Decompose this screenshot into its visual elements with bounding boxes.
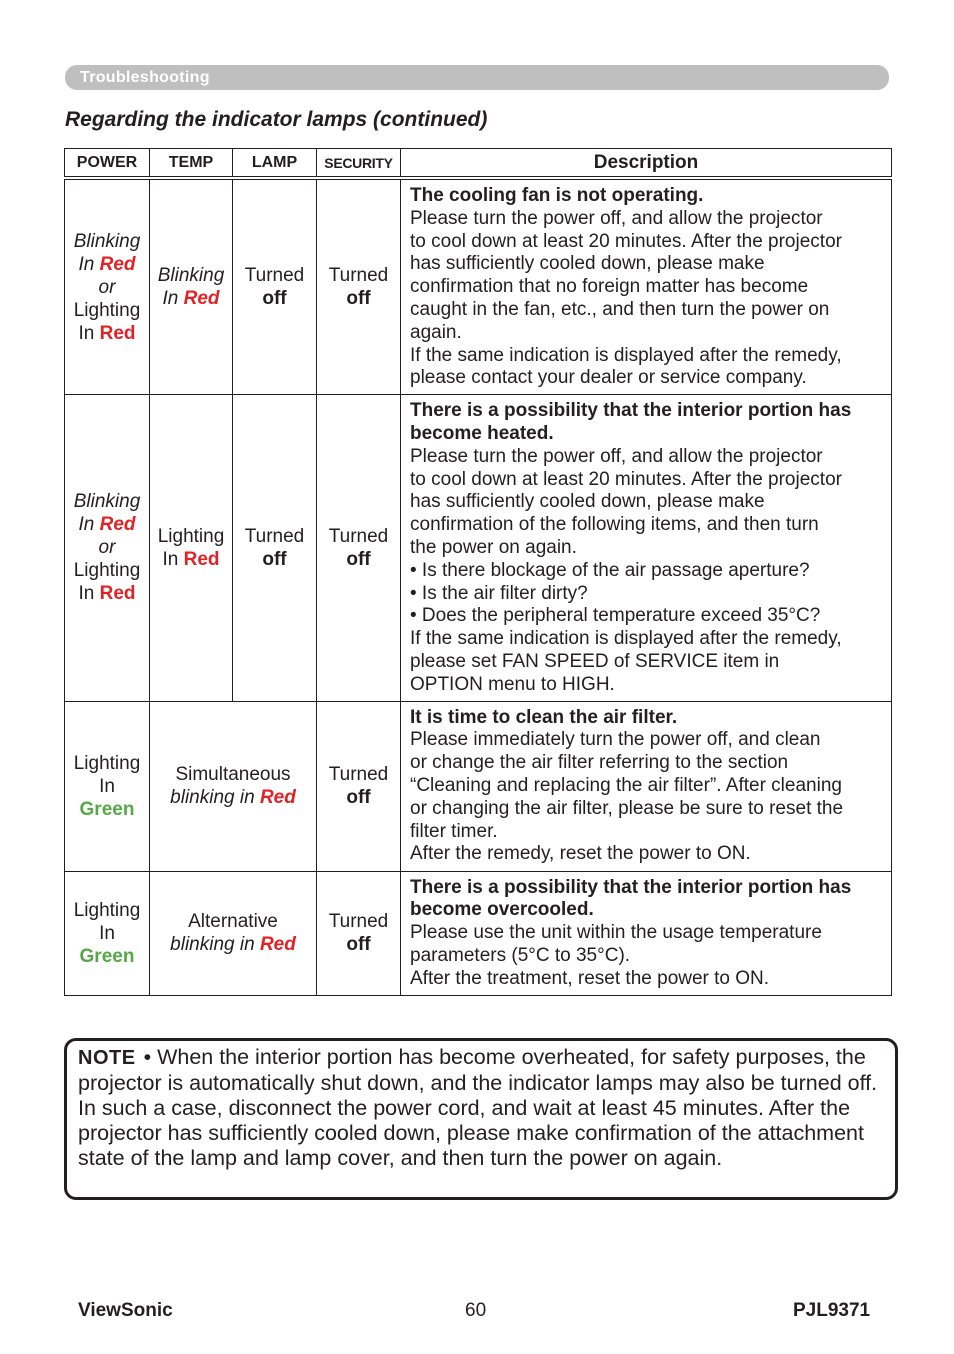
description-line: to cool down at least 20 minutes. After the projector	[410, 230, 842, 252]
description-line: please contact your dealer or service company.	[410, 367, 807, 389]
description-line: confirmation that no foreign matter has become	[410, 276, 809, 298]
table-row	[65, 871, 892, 995]
power-or: or	[98, 276, 116, 298]
page-heading: Regarding the indicator lamps (continued)	[65, 108, 488, 131]
header-description: Description	[401, 149, 892, 177]
power-state: Lighting	[73, 752, 141, 774]
security-state: Turned	[328, 764, 389, 786]
power-prep: In	[99, 922, 115, 944]
power-cell	[65, 180, 150, 395]
description-line: “Cleaning and replacing the air filter”. After cleaning	[410, 774, 842, 796]
description-line: OPTION menu to HIGH.	[410, 673, 615, 695]
power-color: Red	[99, 514, 136, 536]
description-line: • Is the air filter dirty?	[410, 582, 588, 604]
security-state-value: off	[346, 548, 371, 570]
security-state-value: off	[346, 288, 371, 310]
temp-lamp-cell	[150, 871, 317, 995]
description-line: If the same indication is displayed after the remedy,	[410, 628, 842, 650]
description-line: • Does the peripheral temperature exceed 35°C?	[410, 605, 821, 627]
security-cell	[317, 395, 401, 701]
lamp-state: Turned	[244, 525, 305, 547]
temp-lamp-color: Red	[259, 787, 296, 809]
footer-model: PJL9371	[793, 1300, 871, 1321]
temp-lamp-prep: blinking in	[170, 934, 260, 956]
lamp-state-value: off	[262, 288, 287, 310]
description-line: Please use the unit within the usage temperature	[410, 922, 822, 944]
description-line: Please turn the power off, and allow the projector	[410, 207, 823, 229]
temp-lamp-state: Simultaneous	[175, 764, 291, 786]
description-line: After the treatment, reset the power to ON.	[410, 967, 770, 989]
temp-state: Blinking	[157, 265, 225, 287]
power-state-alt: Lighting	[73, 560, 141, 582]
power-prep-alt: In	[78, 583, 100, 605]
header-lamp: LAMP	[233, 149, 317, 177]
lamp-state-value: off	[262, 548, 287, 570]
power-color: Green	[79, 945, 135, 967]
power-prep-alt: In	[78, 322, 100, 344]
temp-lamp-state: Alternative	[188, 911, 278, 933]
footer-brand: ViewSonic	[78, 1300, 173, 1321]
power-prep: In	[78, 253, 100, 275]
description-line: • Is there blockage of the air passage aperture?	[410, 559, 810, 581]
header-power: POWER	[65, 149, 150, 177]
section-title: Troubleshooting	[80, 69, 210, 86]
table-row	[65, 395, 892, 701]
description-line: After the remedy, reset the power to ON.	[410, 843, 751, 865]
table-header-row	[65, 149, 892, 177]
description-title: It is time to clean the air filter.	[410, 706, 678, 728]
description-line: to cool down at least 20 minutes. After the projector	[410, 468, 842, 490]
temp-color: Red	[183, 288, 220, 310]
security-cell	[317, 871, 401, 995]
temp-lamp-cell	[150, 701, 317, 871]
power-or: or	[98, 537, 116, 559]
power-cell	[65, 395, 150, 701]
security-cell	[317, 701, 401, 871]
security-state: Turned	[328, 911, 389, 933]
description-line: caught in the fan, etc., and then turn the power on	[410, 298, 830, 320]
page-number: 60	[465, 1300, 487, 1321]
security-state: Turned	[328, 525, 389, 547]
power-color: Green	[79, 798, 135, 820]
lamp-cell	[233, 395, 317, 701]
temp-prep: In	[162, 548, 184, 570]
description-cell	[401, 180, 892, 395]
description-line: has sufficiently cooled down, please make	[410, 491, 765, 513]
section-bar	[65, 65, 889, 90]
power-state: Blinking	[73, 491, 141, 513]
description-line: the power on again.	[410, 536, 577, 558]
header-temp: TEMP	[150, 149, 233, 177]
description-line: please set FAN SPEED of SERVICE item in	[410, 650, 780, 672]
description-cell	[401, 871, 892, 995]
table-row	[65, 180, 892, 395]
description-line: Please immediately turn the power off, and clean	[410, 729, 821, 751]
temp-lamp-color: Red	[259, 934, 296, 956]
description-line: or change the air filter referring to the section	[410, 752, 789, 774]
note-text: • When the interior portion has become overheated, for safety purposes, the projector is automatically shut down, and the indicator lamps may also be turned off. In such a case, disconnect the power cord, and wait at least 45 minutes. After the projector has sufficiently cooled down, please make confirmation of the attachment state of the lamp and lamp cover, and then turn the power on again.	[78, 1045, 878, 1170]
security-state-value: off	[346, 934, 371, 956]
security-cell	[317, 180, 401, 395]
power-state: Blinking	[73, 230, 141, 252]
note-box	[64, 1038, 898, 1200]
power-state-alt: Lighting	[73, 299, 141, 321]
description-cell	[401, 701, 892, 871]
description-title: There is a possibility that the interior portion has become heated.	[410, 400, 852, 444]
power-color: Red	[99, 253, 136, 275]
security-state-value: off	[346, 787, 371, 809]
description-line: If the same indication is displayed after the remedy,	[410, 344, 842, 366]
description-line: confirmation of the following items, and then turn	[410, 514, 819, 536]
description-cell	[401, 395, 892, 701]
description-line: parameters (5°C to 35°C).	[410, 944, 631, 966]
description-line: or changing the air filter, please be sure to reset the	[410, 797, 844, 819]
temp-prep: In	[162, 288, 184, 310]
temp-color: Red	[183, 548, 220, 570]
power-prep: In	[78, 514, 100, 536]
security-state: Turned	[328, 265, 389, 287]
power-prep: In	[99, 775, 115, 797]
temp-state: Lighting	[157, 525, 225, 547]
power-cell	[65, 871, 150, 995]
description-line: filter timer.	[410, 820, 498, 842]
indicator-lamp-table	[64, 148, 892, 996]
power-color-alt: Red	[99, 583, 136, 605]
power-color-alt: Red	[99, 322, 136, 344]
description-line: Please turn the power off, and allow the projector	[410, 445, 823, 467]
description-title: The cooling fan is not operating.	[410, 185, 704, 206]
power-state: Lighting	[73, 899, 141, 921]
temp-lamp-prep: blinking in	[170, 787, 260, 809]
power-cell	[65, 701, 150, 871]
header-security: SECURITY	[317, 149, 401, 177]
temp-cell	[150, 395, 233, 701]
description-line: again.	[410, 321, 462, 343]
temp-cell	[150, 180, 233, 395]
note-label: NOTE	[78, 1047, 136, 1069]
description-line: has sufficiently cooled down, please make	[410, 253, 765, 275]
description-title: There is a possibility that the interior portion has become overcooled.	[410, 876, 852, 921]
lamp-state: Turned	[244, 265, 305, 287]
table-row	[65, 701, 892, 871]
lamp-cell	[233, 180, 317, 395]
